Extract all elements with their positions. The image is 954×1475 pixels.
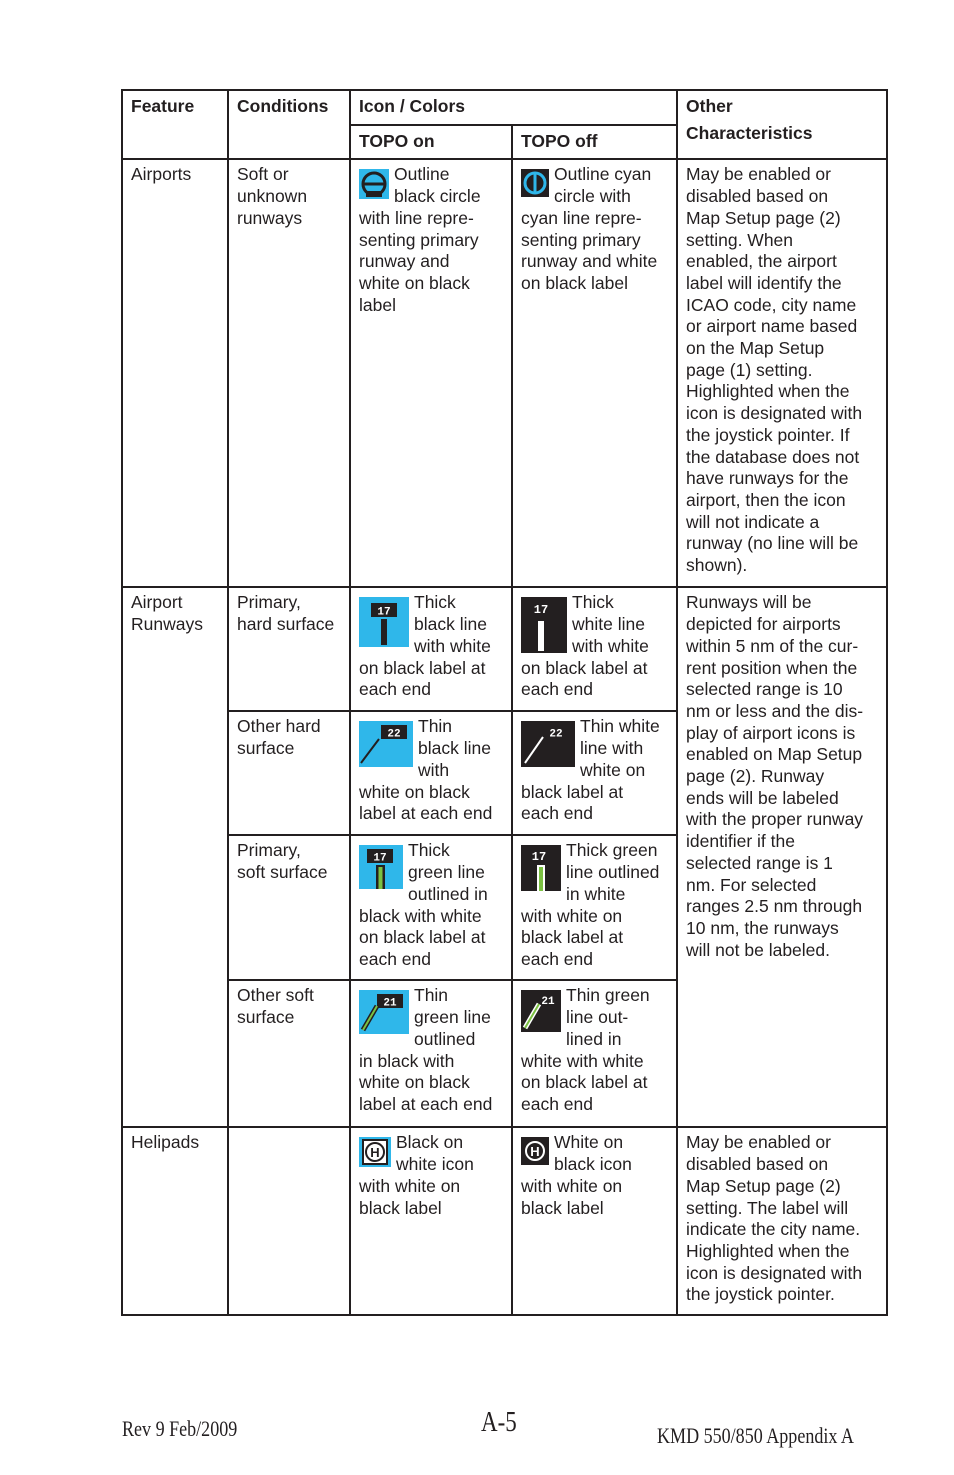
cell-runway1-topo-off	[512, 587, 677, 711]
runway1-topo-off-desc: Thick white line with white on black label at each end	[521, 592, 649, 700]
page-number: A-5	[481, 1407, 517, 1438]
condition-primary-hard: Primary, hard surface	[228, 587, 350, 711]
airport-topo-on-desc: Outline black circle with line repre- senting primary runway and white on black label	[359, 164, 481, 315]
airport-topo-off-icon	[521, 169, 549, 197]
table-row-helipads	[122, 1127, 887, 1315]
runway-label-21: 21	[383, 997, 397, 1010]
runway-label-17: 17	[373, 852, 387, 865]
table-row-runway-primary-hard	[122, 587, 887, 711]
helipad-glyph: H	[370, 1145, 380, 1161]
runway3-topo-on-desc: Thick green line outlined in black with white on black label at each end	[359, 840, 488, 969]
cell-runway3-topo-off	[512, 835, 677, 980]
cell-helipad-topo-on	[350, 1127, 512, 1315]
cell-airport-topo-off	[512, 159, 677, 587]
header-feature: Feature	[122, 90, 228, 159]
footer-document-title: KMD 550/850 Appendix A	[657, 1423, 854, 1448]
runway2-topo-off-desc: Thin white line with white on black label at each end	[521, 716, 660, 824]
helipad-topo-off-desc: White on black icon with white on black label	[521, 1132, 632, 1218]
helipad-other-characteristics: May be enabled or disabled based on Map Setup page (2) setting. The label will indicate the city name. Highlighted when the icon is designated with the joystick pointer.	[677, 1127, 887, 1315]
cell-runway1-topo-on	[350, 587, 512, 711]
feature-helipads: Helipads	[122, 1127, 228, 1315]
helipad-topo-on-desc: Black on white icon with white on black label	[359, 1132, 474, 1218]
feature-airports: Airports	[122, 159, 228, 587]
airport-topo-off-desc: Outline cyan circle with cyan line repre- senting primary runway and white on black label	[521, 164, 658, 293]
condition-other-soft: Other soft surface	[228, 980, 350, 1127]
header-other-characteristics: Other Characteristics	[677, 90, 887, 159]
header-topo-off: TOPO off	[512, 125, 677, 160]
runway-thick-black-icon	[359, 597, 409, 647]
condition-other-hard: Other hard surface	[228, 711, 350, 835]
runway-thin-green-white-outline-icon	[521, 990, 561, 1032]
condition-soft-unknown: Soft or unknown runways	[228, 159, 350, 587]
runway-thick-white-icon	[521, 597, 567, 653]
header-topo-on: TOPO on	[350, 125, 512, 160]
condition-helipads	[228, 1127, 350, 1315]
runway4-topo-off-desc: Thin green line out- lined in white with white on black label at each end	[521, 985, 650, 1114]
runway-thin-green-black-outline-icon	[359, 990, 409, 1034]
helipad-topo-off-icon	[521, 1137, 549, 1165]
runway4-topo-on-desc: Thin green line outlined in black with white on black label at each end	[359, 985, 493, 1114]
footer-revision: Rev 9 Feb/2009	[122, 1416, 238, 1441]
runway-label-17: 17	[531, 850, 547, 865]
feature-airport-runways: Airport Runways	[122, 587, 228, 1127]
header-icon-colors: Icon / Colors	[350, 90, 677, 125]
runway-label-22: 22	[387, 728, 401, 741]
airport-other-characteristics: May be enabled or disabled based on Map Setup page (2) setting. When enabled, the airport label will identify the ICAO code, city name or airport name based on the Map Setup page (1) setting. Highlighted when the icon is designated with the joystick pointer. If the database does not have runways for the airport, then the icon will not indicate a runway (no line will be shown).	[677, 159, 887, 587]
table-row-airports	[122, 159, 887, 587]
cell-runway4-topo-off	[512, 980, 677, 1127]
runway3-topo-off-desc: Thick green line outlined in white with white on black label at each end	[521, 840, 660, 969]
airport-topo-on-icon	[359, 169, 389, 199]
runway-thick-green-black-outline-icon	[359, 845, 403, 889]
cell-airport-topo-on	[350, 159, 512, 587]
header-row-1	[122, 90, 887, 125]
cell-runway3-topo-on	[350, 835, 512, 980]
helipad-topo-on-icon	[359, 1137, 391, 1167]
runway2-topo-on-desc: Thin black line with white on black label at each end	[359, 716, 493, 824]
condition-primary-soft: Primary, soft surface	[228, 835, 350, 980]
runway-thick-green-white-outline-icon	[521, 845, 561, 891]
runway-label-22: 22	[549, 728, 563, 741]
header-conditions: Conditions	[228, 90, 350, 159]
cell-runway2-topo-off	[512, 711, 677, 835]
cell-helipad-topo-off	[512, 1127, 677, 1315]
cell-runway4-topo-on	[350, 980, 512, 1127]
helipad-glyph: H	[530, 1144, 540, 1160]
runway-thin-white-icon	[521, 721, 575, 767]
runway1-topo-on-desc: Thick black line with white on black label at each end	[359, 592, 491, 700]
cell-runway2-topo-on	[350, 711, 512, 835]
runway-thin-black-icon	[359, 721, 413, 767]
runway-label-17: 17	[377, 606, 391, 619]
runway-label-21: 21	[541, 996, 555, 1009]
runway-label-17: 17	[533, 603, 549, 618]
feature-table	[121, 89, 888, 1316]
runway-other-characteristics: Runways will be depicted for airports within 5 nm of the cur- rent position when the selected range is 10 nm or less and the dis- play of airport icons is enabled on Map Setup page (2). Runway ends will be labeled with the proper runway identifier if the selected range is 1 nm. For selected ranges 2.5 nm through 10 nm, the runways will not be labeled.	[677, 587, 887, 1127]
